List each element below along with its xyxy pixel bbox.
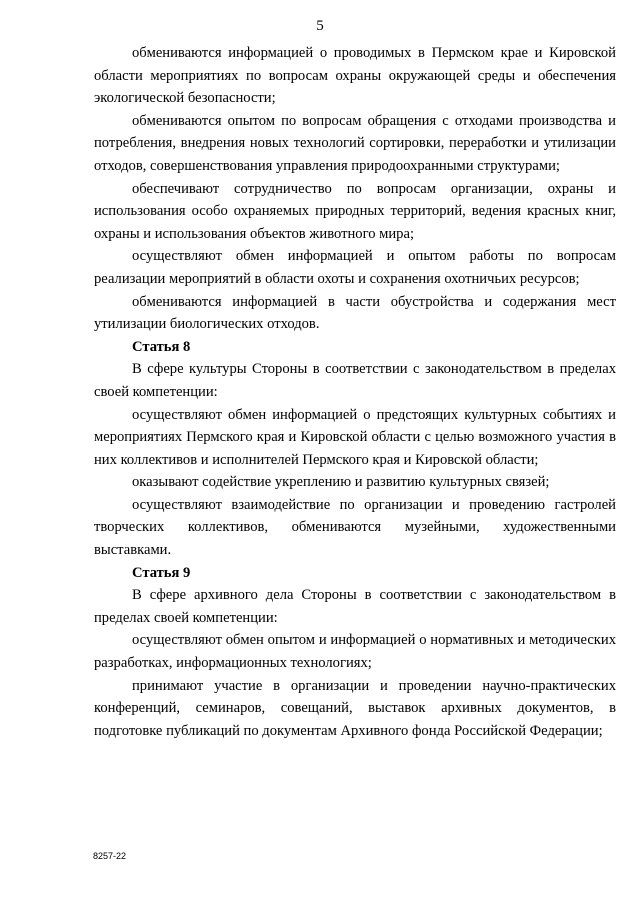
paragraph: обмениваются информацией о проводимых в Пермском крае и Кировской области мероприятиях по вопросам охраны окружающей среды и обеспечения экологической безопасности; xyxy=(94,45,616,107)
article-8-heading: Статья 8 xyxy=(132,338,191,355)
paragraph: В сфере архивного дела Стороны в соответствии с законодательством в пределах своей компетенции: xyxy=(94,587,616,626)
paragraph: оказывают содействие укреплению и развитию культурных связей; xyxy=(132,474,550,491)
paragraph: В сфере культуры Стороны в соответствии с законодательством в пределах своей компетенции: xyxy=(94,361,616,400)
paragraph: осуществляют обмен опытом и информацией о нормативных и методических разработках, информационных технологиях; xyxy=(94,632,616,672)
page-number: 5 xyxy=(316,18,324,34)
document-body xyxy=(94,42,616,742)
paragraph: обмениваются опытом по вопросам обращения с отходами производства и потребления, внедрения новых технологий сортировки, переработки и утилизации отходов, совершенствования управления природоохранными структурами; xyxy=(94,112,616,174)
paragraph: обеспечивают сотрудничество по вопросам организации, охраны и использования особо охраняемых природных территорий, ведения красных книг, охраны и использования объектов животного мира; xyxy=(94,180,616,242)
paragraph: принимают участие в организации и проведении научно-практических конференций, семинаров, совещаний, выставок архивных документов, в подготовке публикаций по документам Архивного фонда Российской Федерации; xyxy=(94,677,616,739)
paragraph: осуществляют обмен информацией о предстоящих культурных событиях и мероприятиях Пермского края и Кировской области с целью возможного участия в них коллективов и исполнителей Пермского края и Кировской области; xyxy=(94,406,616,468)
paragraph: осуществляют обмен информацией и опытом работы по вопросам реализации мероприятий в области охоты и сохранения охотничьих ресурсов; xyxy=(94,248,616,287)
document-code: 8257-22 xyxy=(93,851,127,861)
paragraph: осуществляют взаимодействие по организации и проведению гастролей творческих коллективов, обмениваются музейными, художественными выставками. xyxy=(94,496,616,559)
paragraph: обмениваются информацией в части обустройства и содержания мест утилизации биологических отходов. xyxy=(94,293,616,333)
article-9-heading: Статья 9 xyxy=(132,564,191,581)
